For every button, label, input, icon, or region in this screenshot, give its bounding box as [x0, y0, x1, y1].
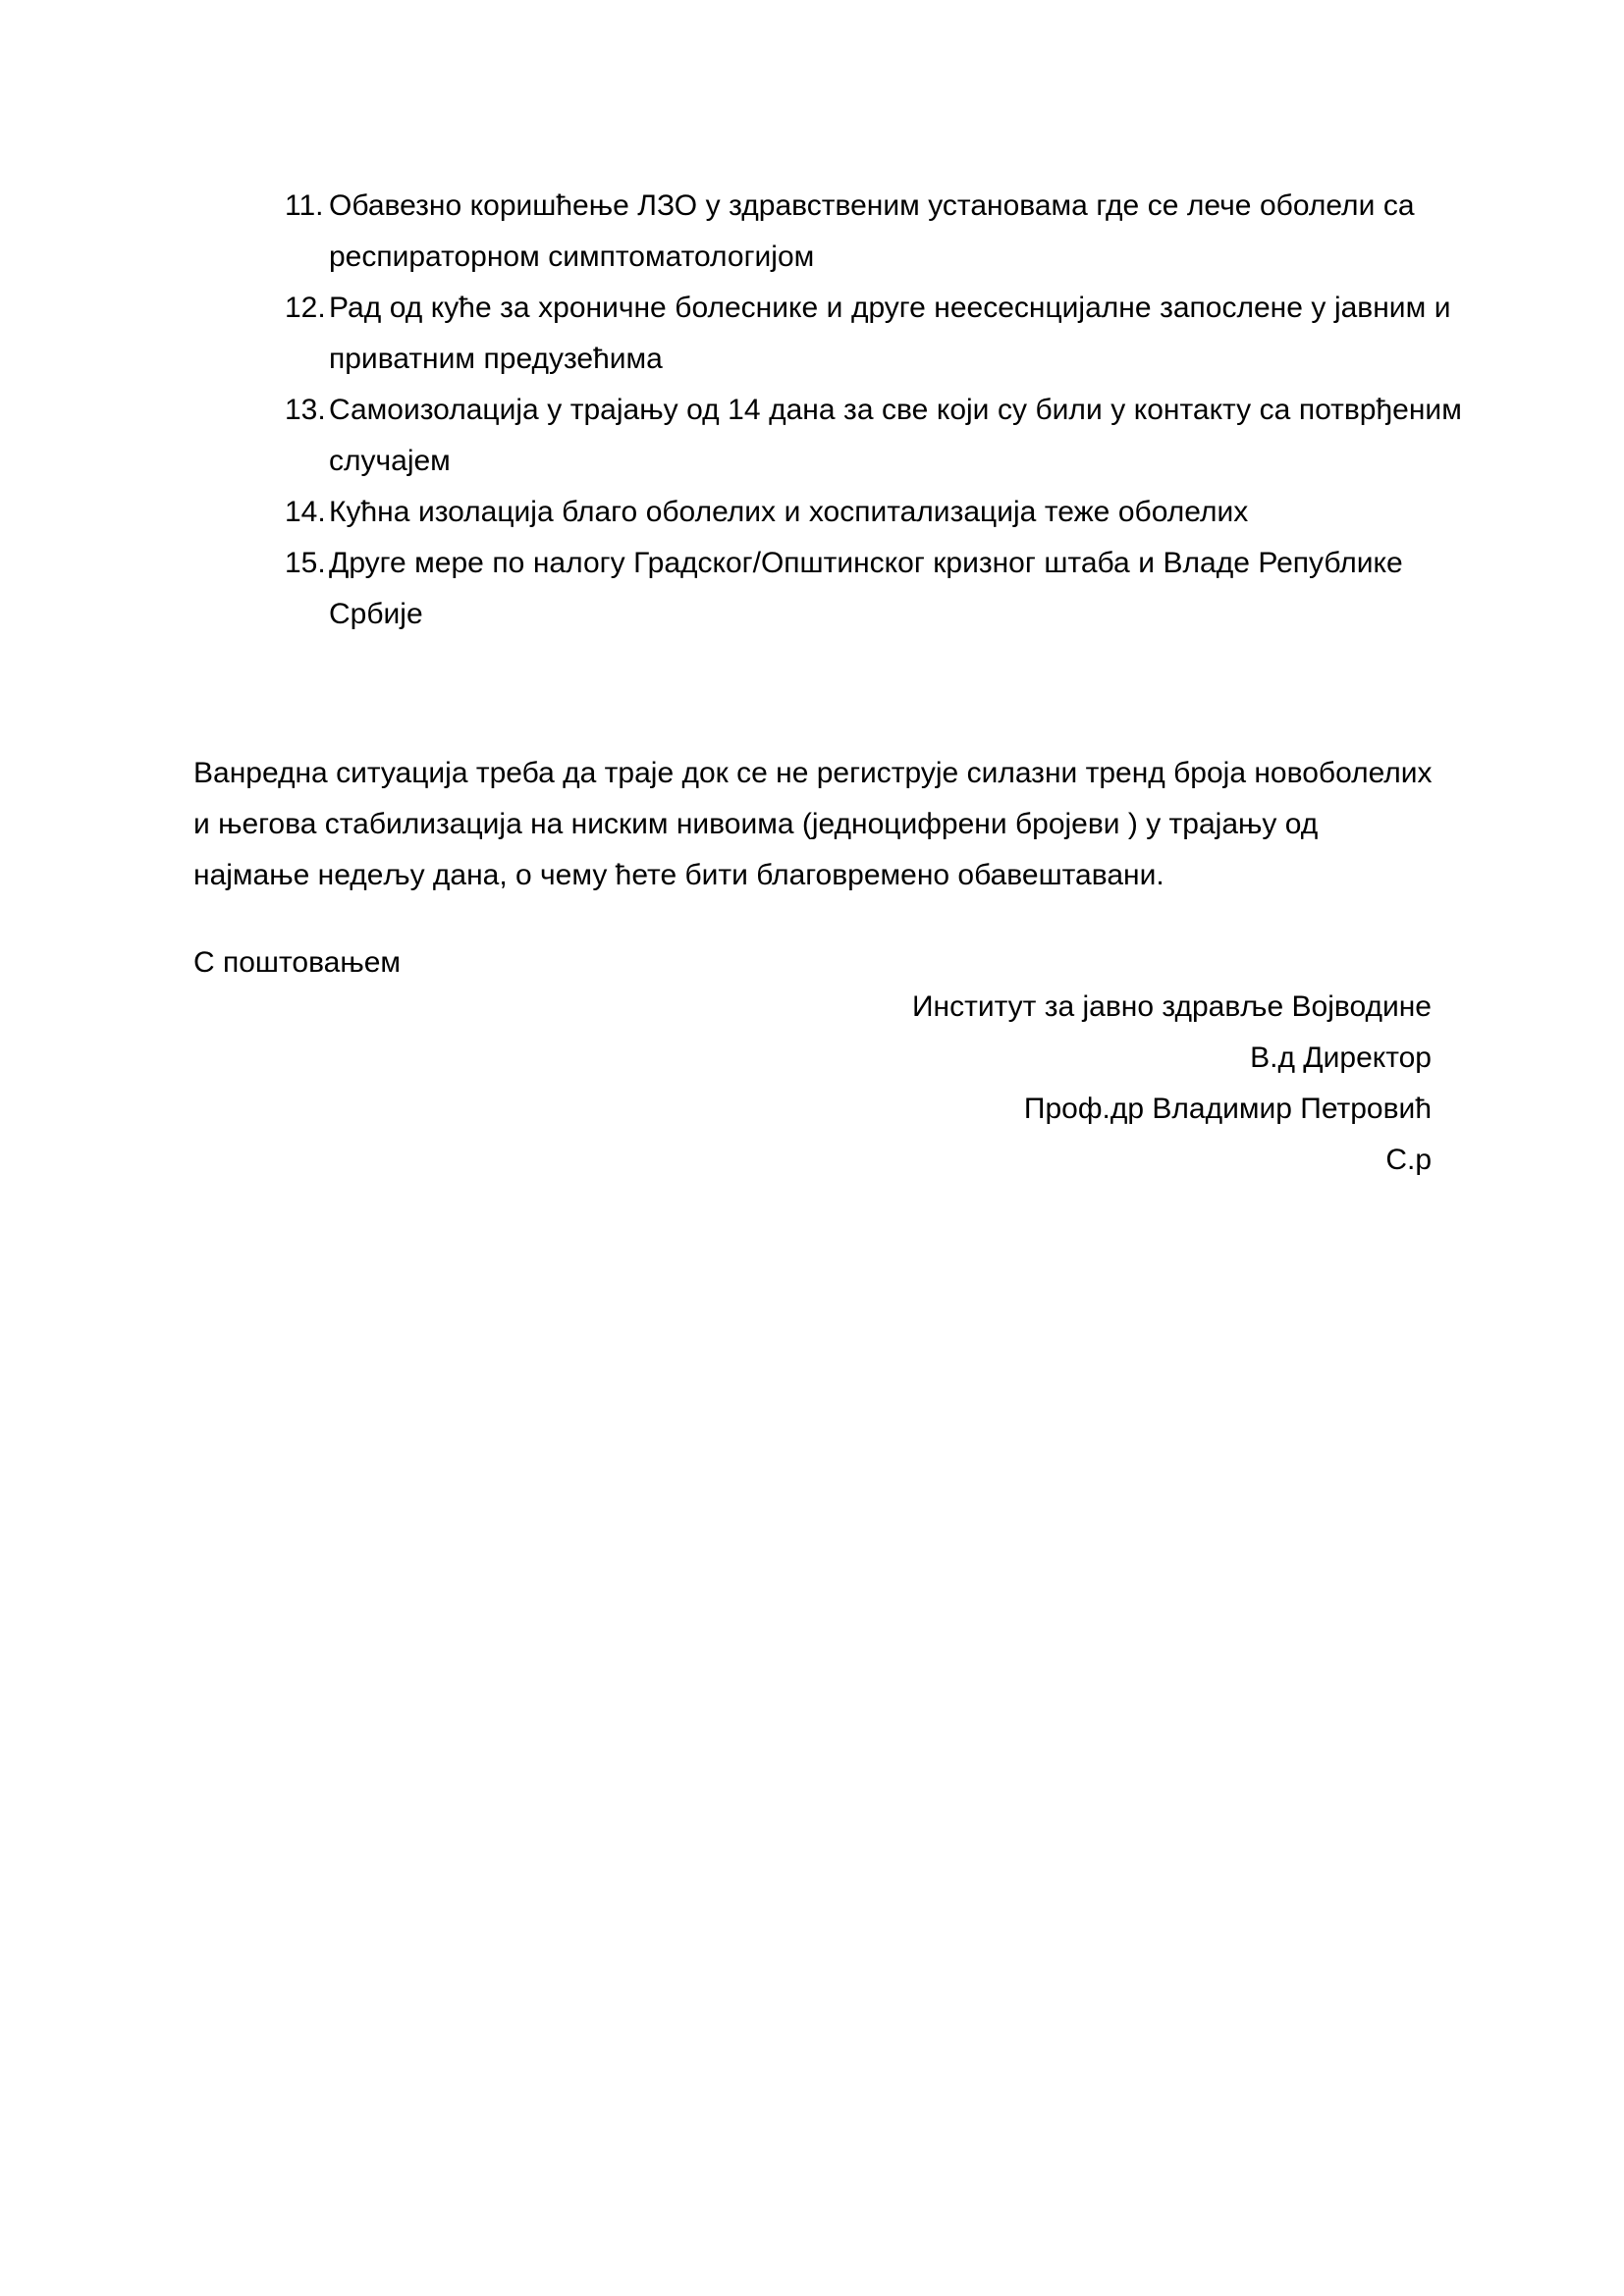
signature-organization: Институт за јавно здравље Војводине: [911, 990, 1432, 1023]
signature-signed-mark: С.р: [1385, 1144, 1432, 1176]
list-item-text: Самоизолација у трајању од 14 дана за све који су били у контакту са потврђеним случајем: [329, 394, 1462, 477]
list-item-number: 15.: [285, 547, 326, 579]
list-item: [233, 283, 1480, 385]
list-item: [233, 181, 1480, 283]
list-item-number: 12.: [285, 292, 326, 324]
list-item-text: Кућна изолација благо оболелих и хоспитализација теже оболелих: [329, 496, 1249, 528]
closing-salutation: С поштовањем: [193, 946, 402, 979]
list-item-number: 14.: [285, 496, 326, 528]
list-item-text: Друге мере по налогу Градског/Општинског кризног штаба и Владе Републике Србије: [329, 547, 1403, 630]
list-item: [233, 538, 1480, 640]
signature-role: В.д Директор: [1250, 1041, 1432, 1074]
signature-name: Проф.др Владимир Петровић: [1023, 1093, 1432, 1125]
list-item-number: 11.: [285, 189, 324, 222]
list-item: [233, 385, 1480, 487]
list-item-text: Обавезно коришћење ЛЗО у здравственим установама где се лече оболели са респираторном симптоматологијом: [329, 189, 1415, 273]
signature-block: [589, 982, 1432, 1186]
list-item: [233, 487, 1480, 538]
measures-ordered-list: [193, 181, 1480, 640]
body-paragraph: Ванредна ситуација треба да траје док се не региструје силазни тренд броја новоболелих и његова стабилизација на ниским нивоима (једноцифрени бројеви ) у трајању од најмање недељу дана, о чему ћете бити благовремено обавештавани.: [193, 757, 1433, 891]
list-item-number: 13.: [285, 394, 326, 426]
list-item-text: Рад од куће за хроничне болеснике и друге неесеснцијалне запослене у јавним и приватним предузећима: [329, 292, 1451, 375]
